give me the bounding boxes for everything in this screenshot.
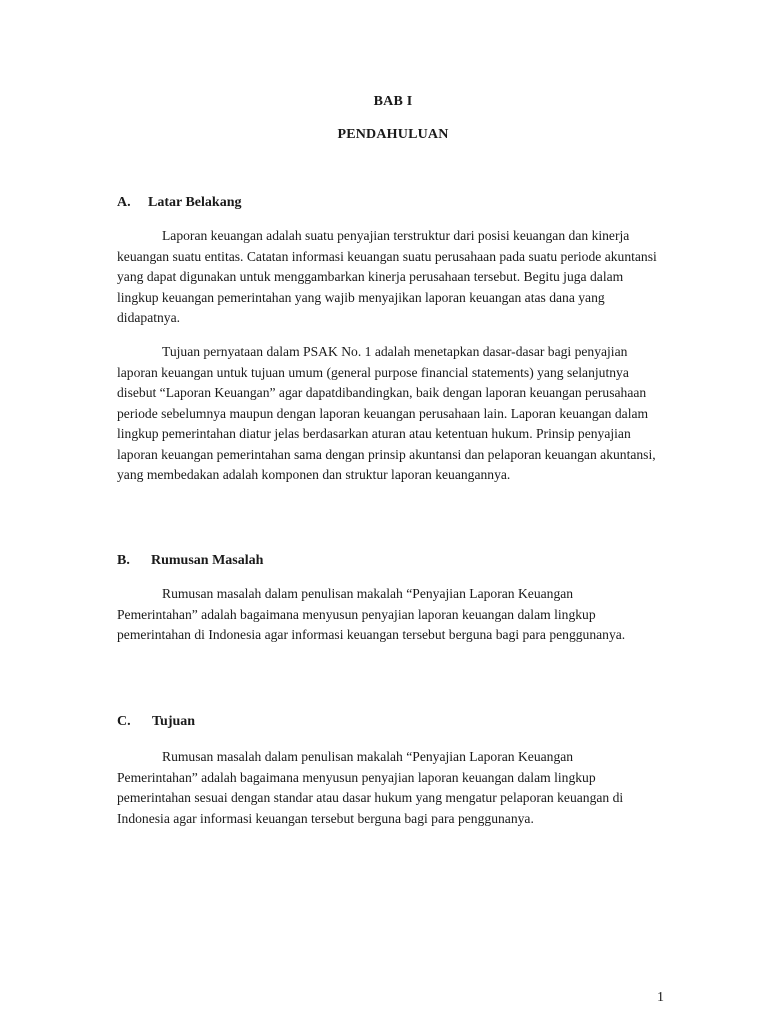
paragraph-tujuan: Rumusan masalah dalam penulisan makalah “Penyajian Laporan Keuangan Pemerintahan” adalah bagaimana menyusun penyajian laporan keuangan dalam lingkup pemerintahan sesuai dengan standar atau dasar hukum yang mengatur pelaporan keuangan di Indonesia agar informasi keuangan tersebut berguna bagi para penggunanya. bbox=[117, 749, 624, 826]
chapter-title: PENDAHULUAN bbox=[337, 127, 449, 142]
section-letter: A. bbox=[117, 195, 131, 210]
paragraph-rumusan-masalah: Rumusan masalah dalam penulisan makalah “Penyajian Laporan Keuangan Pemerintahan” adalah bagaimana menyusun penyajian laporan keuangan dalam lingkup pemerintahan di Indonesia agar informasi keuangan tersebut berguna bagi para penggunanya. bbox=[117, 586, 626, 642]
section-title: Rumusan Masalah bbox=[151, 553, 264, 568]
section-letter: C. bbox=[117, 714, 131, 729]
section-heading-latar-belakang bbox=[117, 195, 241, 211]
paragraph-latar-belakang-1: Laporan keuangan adalah suatu penyajian terstruktur dari posisi keuangan dan kinerja keuangan suatu entitas. Catatan informasi keuangan suatu perusahaan pada suatu periode akuntansi yang dapat digunakan untuk menggambarkan kinerja perusahaan tersebut. Begitu juga dalam lingkup keuangan pemerintahan yang wajib menyajikan laporan keuangan atas dana yang didapatnya. bbox=[117, 228, 657, 325]
section-title: Latar Belakang bbox=[148, 195, 242, 210]
section-heading-tujuan bbox=[117, 714, 195, 730]
paragraph-latar-belakang-2: Tujuan pernyataan dalam PSAK No. 1 adalah menetapkan dasar-dasar bagi penyajian laporan keuangan untuk tujuan umum (general purpose financial statements) yang selanjutnya disebut “Laporan Keuangan” agar dapatdibandingkan, baik dengan laporan keuangan perusahaan periode sebelumnya maupun dengan laporan keuangan perusahaan lain. Laporan keuangan dalam lingkup pemerintahan diatur jelas berdasarkan aturan atau ketentuan hukum. Prinsip penyajian laporan keuangan pemerintahan sama dengan prinsip akuntansi dan pelaporan keuangan akuntansi, yang membedakan adalah komponen dan struktur laporan keuangannya. bbox=[117, 344, 656, 482]
chapter-number: BAB I bbox=[373, 94, 413, 109]
section-title: Tujuan bbox=[152, 714, 196, 729]
page-number: 1 bbox=[657, 990, 664, 1005]
section-heading-rumusan-masalah bbox=[117, 553, 263, 569]
section-letter: B. bbox=[117, 553, 130, 568]
